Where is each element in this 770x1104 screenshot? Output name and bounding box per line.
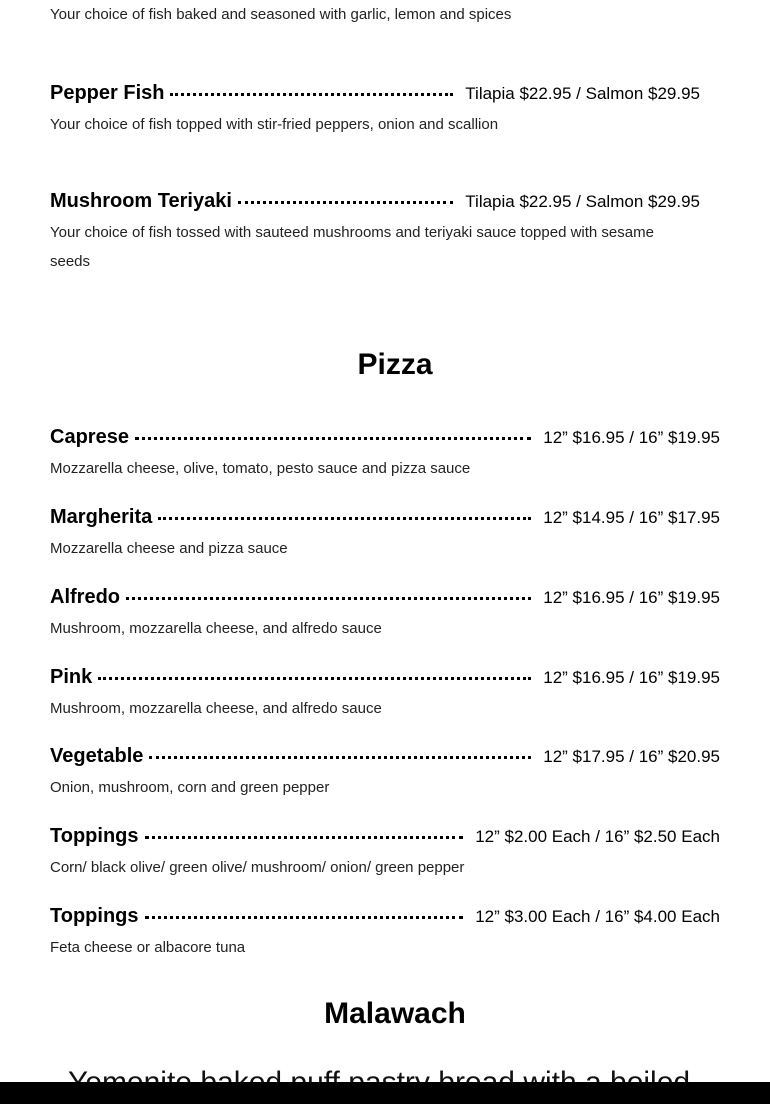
item-price: Tilapia $22.95 / Salmon $29.95 — [465, 84, 700, 103]
item-price: 12” $17.95 / 16” $20.95 — [543, 747, 720, 766]
item-price: 12” $16.95 / 16” $19.95 — [543, 668, 720, 687]
item-description: Feta cheese or albacore tuna — [50, 939, 246, 956]
dotted-leader — [158, 517, 531, 520]
item-name: Toppings — [50, 825, 139, 847]
dotted-leader — [145, 836, 464, 839]
item-price: Tilapia $22.95 / Salmon $29.95 — [465, 192, 700, 211]
item-price: 12” $3.00 Each / 16” $4.00 Each — [475, 907, 720, 926]
item-price: 12” $2.00 Each / 16” $2.50 Each — [475, 827, 720, 846]
section-title-malawach: Malawach — [324, 997, 466, 1030]
item-name: Caprese — [50, 426, 129, 448]
menu-item-toppings-premium — [50, 905, 720, 935]
item-price: 12” $14.95 / 16” $17.95 — [543, 508, 720, 527]
item-description: Your choice of fish baked and seasoned with garlic, lemon and spices — [50, 6, 512, 23]
dotted-leader — [238, 201, 453, 204]
item-description: Corn/ black olive/ green olive/ mushroom/ onion/ green pepper — [50, 859, 465, 876]
item-name: Pepper Fish — [50, 82, 165, 104]
menu-item-alfredo — [50, 586, 720, 616]
item-description: Onion, mushroom, corn and green pepper — [50, 779, 330, 796]
item-description: Your choice of fish tossed with sauteed mushrooms and teriyaki sauce topped with sesame seeds — [50, 224, 654, 270]
dotted-leader — [135, 437, 531, 440]
menu-item-caprese — [50, 426, 720, 456]
dotted-leader — [149, 756, 531, 759]
item-name: Margherita — [50, 506, 153, 528]
item-description: Mushroom, mozzarella cheese, and alfredo sauce — [50, 700, 382, 717]
item-name: Vegetable — [50, 745, 144, 767]
item-description: Mushroom, mozzarella cheese, and alfredo sauce — [50, 620, 382, 637]
menu-item-pink — [50, 666, 720, 696]
section-title-pizza: Pizza — [357, 348, 433, 381]
menu-item-pepper-fish — [50, 82, 700, 112]
menu-item-vegetable — [50, 745, 720, 775]
item-price: 12” $16.95 / 16” $19.95 — [543, 588, 720, 607]
dotted-leader — [98, 677, 531, 680]
dotted-leader — [170, 93, 453, 96]
menu-item-mushroom-teriyaki — [50, 190, 700, 220]
item-name: Mushroom Teriyaki — [50, 190, 232, 212]
menu-item-toppings — [50, 825, 720, 855]
item-description: Mozzarella cheese, olive, tomato, pesto sauce and pizza sauce — [50, 460, 471, 477]
menu-item-margherita — [50, 506, 720, 536]
item-description: Mozzarella cheese and pizza sauce — [50, 540, 288, 557]
bottom-bar — [0, 1082, 770, 1104]
item-description: Your choice of fish topped with stir-fried peppers, onion and scallion — [50, 116, 499, 133]
dotted-leader — [126, 597, 531, 600]
item-price: 12” $16.95 / 16” $19.95 — [543, 428, 720, 447]
dotted-leader — [145, 916, 464, 919]
item-name: Pink — [50, 666, 93, 688]
item-name: Alfredo — [50, 586, 120, 608]
item-name: Toppings — [50, 905, 139, 927]
